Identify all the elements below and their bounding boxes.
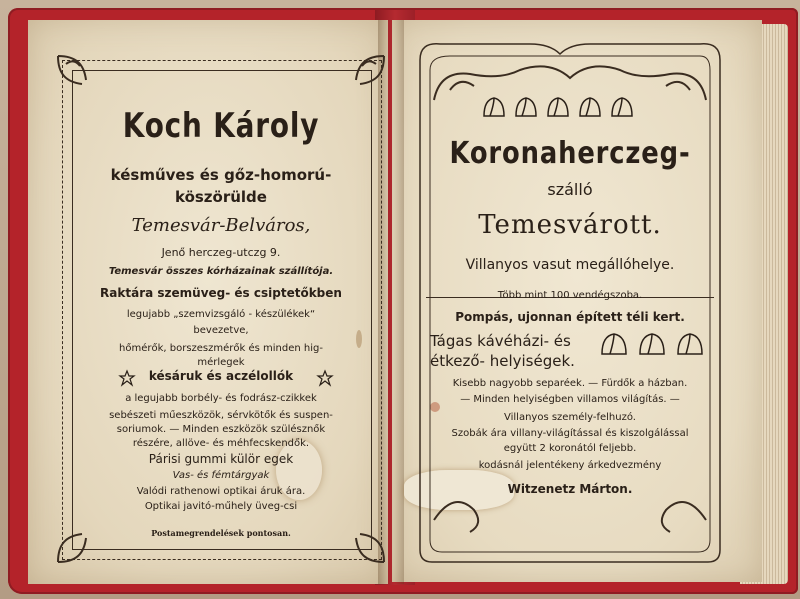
barber-line: a legujabb borbély- és fodrász-czikkek: [125, 393, 317, 404]
garden-line: Pompás, ujonnan épített téli kert.: [455, 310, 685, 324]
street-address: Jenő herczeg-utczg 9.: [161, 246, 281, 259]
stock-line: Raktára szemüveg- és csiptetőkben: [100, 286, 342, 300]
rooms-line: Több mint 100 vendégszoba.: [497, 290, 643, 301]
surgical-line-3: részére, allöve- és méhfecskendők.: [132, 438, 310, 449]
hotel-city: Temesvárott.: [478, 210, 662, 240]
footer-line: Postamegrendelések pontosan.: [151, 528, 291, 538]
meters-line-2: mérlegek: [197, 357, 245, 368]
discount-line: kodásnál jelentékeny árkedvezmény: [478, 460, 662, 471]
lighting-line: — Minden helyiségben villamos világítás. —: [460, 394, 680, 405]
hotel-subtitle: szálló: [547, 180, 593, 199]
knives-line: késáruk és aczélollók: [148, 369, 294, 383]
price-line-1: Szobák ára villany-világítással és kiszolgálással: [451, 428, 689, 439]
separee-line: Kisebb nagyobb separéek. — Fürdők a házban.: [452, 378, 688, 389]
merchant-name: Koch Károly: [122, 106, 320, 146]
newest-line: legujabb „szemvizsgáló - készülékek“: [126, 309, 316, 320]
metal-line: Vas- és fémtárgyak: [172, 470, 270, 481]
optical-line: Valódi rathenowi optikai áruk ára.: [136, 486, 306, 497]
tram-stop-line: Villanyos vasut megállóhelye.: [465, 257, 675, 273]
star-icon: [120, 371, 134, 385]
right-text-column: [420, 0, 720, 599]
place-name: Temesvár-Belváros,: [131, 215, 311, 236]
surgical-line: sebészeti műeszközök, sérvkötők és suspen-: [109, 410, 333, 421]
halls-line-2: étkező- helyiségek.: [430, 352, 575, 370]
rubber-line: Párisi gummi külör egek: [148, 452, 294, 466]
hotel-name: Koronaherczeg-: [449, 136, 691, 171]
surgical-line-2: soriumok. — Minden eszközök szülésznők: [116, 424, 326, 435]
trade-line-1: késműves és gőz-homorú-: [110, 166, 332, 184]
supplier-line: Temesvár összes kórházainak szállítója.: [108, 266, 334, 277]
price-line-2: együtt 2 koronától feljebb.: [503, 443, 637, 454]
introduced-line: bevezetve,: [193, 325, 249, 336]
workshop-line: Optikai javitó-műhely üveg-csi: [144, 501, 298, 512]
star-icon: [318, 371, 332, 385]
lift-line: Villanyos személy-felhuzó.: [504, 412, 636, 423]
halls-line-1: Tágas kávéházi- és: [430, 332, 571, 350]
trade-line-2: köszörülde: [175, 188, 267, 206]
meters-line: hőmérők, borszeszmérők és minden hig-: [119, 343, 323, 354]
left-text-column: [82, 0, 360, 599]
owner-name: Witzenetz Márton.: [507, 482, 633, 496]
